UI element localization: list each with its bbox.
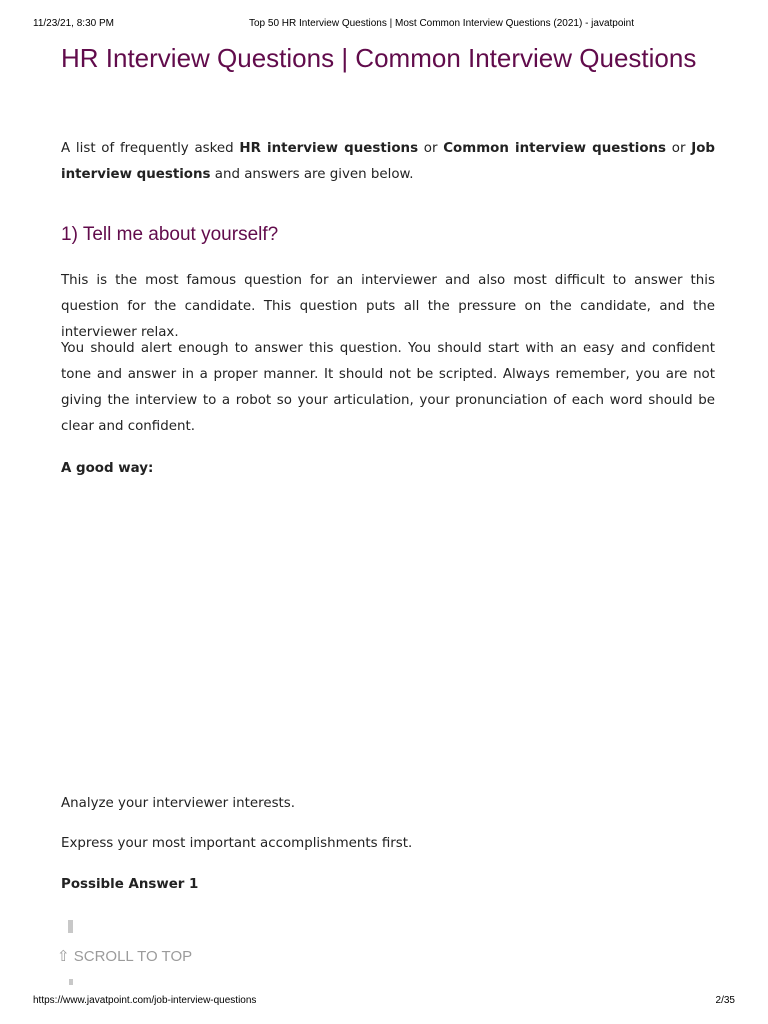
page-title: HR Interview Questions | Common Interview Questions [61, 43, 697, 73]
answer-paragraph: This is the most famous question for an interviewer and also most difficult to answer this question for the candidate. This question puts all the pressure on the candidate, and the interviewer relax. [61, 273, 715, 340]
intro-text: or [666, 141, 692, 156]
print-date: 11/23/21, 8:30 PM [33, 18, 114, 29]
print-footer [33, 995, 735, 1009]
intro-text: and answers are given below. [210, 167, 414, 182]
intro-bold-job: Job interview questions [61, 141, 715, 182]
scroll-indicator-mark [68, 920, 73, 933]
scroll-to-top-button[interactable]: ⇧ SCROLL TO TOP [57, 948, 193, 965]
intro-text: or [418, 141, 444, 156]
scroll-indicator-mark [69, 979, 73, 985]
possible-answer-label: Possible Answer 1 [61, 877, 199, 892]
print-url: https://www.javatpoint.com/job-interview-questions [33, 995, 257, 1006]
print-header [33, 18, 735, 32]
page-number: 2/35 [715, 995, 735, 1006]
intro-bold-common: Common interview questions [443, 141, 667, 156]
intro-bold-hr: HR interview questions [239, 141, 419, 156]
intro-paragraph [61, 136, 715, 188]
intro-text: A list of frequently asked [61, 141, 240, 156]
tip-text: Analyze your interviewer interests. [61, 796, 296, 811]
print-page-title: Top 50 HR Interview Questions | Most Common Interview Questions (2021) - javatpoint [249, 18, 634, 29]
answer-paragraph: You should alert enough to answer this question. You should start with an easy and confident tone and answer in a proper manner. It should not be scripted. Always remember, you are not giving the interview to a robot so your articulation, your pronunciation of each word should be clear and confident. [61, 341, 715, 434]
article-content [61, 40, 715, 892]
question-heading: 1) Tell me about yourself? [61, 224, 279, 245]
good-way-label: A good way: [61, 461, 154, 476]
tip-text: Express your most important accomplishments first. [61, 836, 413, 851]
